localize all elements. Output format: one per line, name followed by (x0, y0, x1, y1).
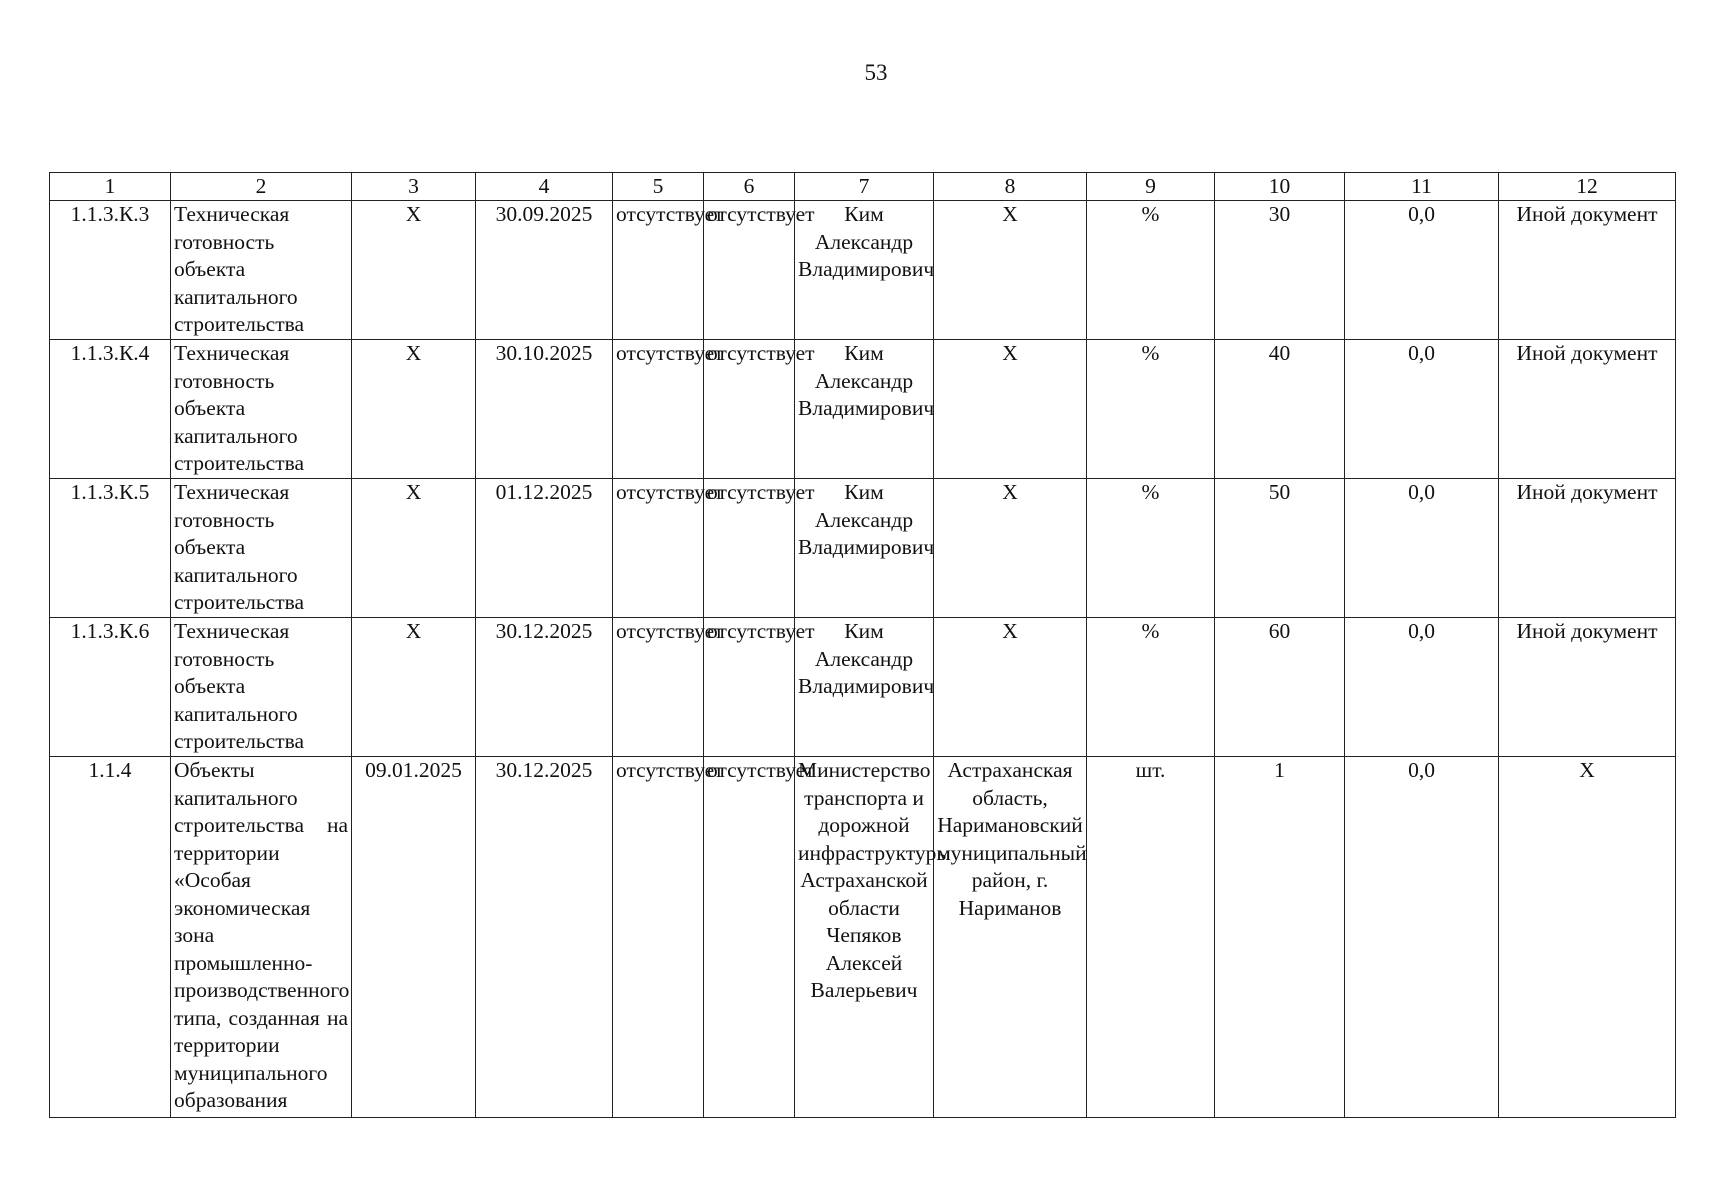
cell-code: 1.1.3.К.3 (50, 201, 171, 340)
column-header: 8 (934, 173, 1087, 201)
cell-col11: 0,0 (1345, 618, 1499, 757)
header-row (50, 173, 1676, 201)
cell-code: 1.1.3.К.5 (50, 479, 171, 618)
cell-end: 30.10.2025 (476, 340, 613, 479)
cell-document: Иной документ (1499, 201, 1676, 340)
cell-value: 30 (1215, 201, 1345, 340)
cell-responsible: Ким Александр Владимирович (795, 340, 934, 479)
cell-responsible: Ким Александр Владимирович (795, 618, 934, 757)
cell-document: Иной документ (1499, 618, 1676, 757)
column-header: 7 (795, 173, 934, 201)
column-header: 11 (1345, 173, 1499, 201)
cell-location: Х (934, 618, 1087, 757)
cell-value: 40 (1215, 340, 1345, 479)
table-row (50, 201, 1676, 340)
cell-responsible: Ким Александр Владимирович (795, 479, 934, 618)
column-header: 10 (1215, 173, 1345, 201)
column-header: 5 (613, 173, 704, 201)
cell-location: Х (934, 479, 1087, 618)
cell-unit: % (1087, 479, 1215, 618)
column-header: 1 (50, 173, 171, 201)
cell-col11: 0,0 (1345, 757, 1499, 1118)
cell-value: 1 (1215, 757, 1345, 1118)
column-header: 6 (704, 173, 795, 201)
column-header: 12 (1499, 173, 1676, 201)
cell-location: Астраханская область, Наримановский муниципальный район, г. Нариманов (934, 757, 1087, 1118)
page-number: 53 (864, 60, 888, 85)
cell-document: Иной документ (1499, 479, 1676, 618)
cell-col6: отсутствует (704, 618, 795, 757)
table-row (50, 618, 1676, 757)
cell-col5: отсутствует (613, 340, 704, 479)
cell-code: 1.1.4 (50, 757, 171, 1118)
cell-unit: % (1087, 618, 1215, 757)
cell-code: 1.1.3.К.6 (50, 618, 171, 757)
cell-end: 30.09.2025 (476, 201, 613, 340)
cell-value: 60 (1215, 618, 1345, 757)
cell-col6: отсутствует (704, 479, 795, 618)
cell-col11: 0,0 (1345, 201, 1499, 340)
cell-col11: 0,0 (1345, 340, 1499, 479)
cell-col5: отсутствует (613, 479, 704, 618)
cell-col5: отсутствует (613, 618, 704, 757)
cell-start: Х (352, 340, 476, 479)
cell-responsible: Министерство транспорта и дорожной инфраструктуры Астраханской области Чепяков Алексей Валерьевич (795, 757, 934, 1118)
cell-responsible: Ким Александр Владимирович (795, 201, 934, 340)
cell-name: Объекты капитального строительства на территории «Особая экономическая зона промышленно-производственного типа, созданная на территории муниципального образования (171, 757, 352, 1118)
column-header: 9 (1087, 173, 1215, 201)
table-row (50, 479, 1676, 618)
cell-end: 30.12.2025 (476, 757, 613, 1118)
cell-col5: отсутствует (613, 201, 704, 340)
cell-start: Х (352, 479, 476, 618)
cell-location: Х (934, 340, 1087, 479)
cell-col5: отсутствует (613, 757, 704, 1118)
cell-code: 1.1.3.К.4 (50, 340, 171, 479)
column-header: 3 (352, 173, 476, 201)
table-row (50, 340, 1676, 479)
cell-name: Техническая готовность объекта капитального строительства (171, 618, 352, 757)
cell-col6: отсутствует (704, 201, 795, 340)
cell-name: Техническая готовность объекта капитального строительства (171, 479, 352, 618)
cell-end: 01.12.2025 (476, 479, 613, 618)
cell-start: 09.01.2025 (352, 757, 476, 1118)
cell-document: Иной документ (1499, 340, 1676, 479)
cell-unit: % (1087, 201, 1215, 340)
column-header: 2 (171, 173, 352, 201)
cell-unit: шт. (1087, 757, 1215, 1118)
data-table (49, 172, 1676, 1118)
cell-name: Техническая готовность объекта капитального строительства (171, 340, 352, 479)
cell-col6: отсутствует (704, 340, 795, 479)
table-row (50, 757, 1676, 1118)
cell-name: Техническая готовность объекта капитального строительства (171, 201, 352, 340)
cell-location: Х (934, 201, 1087, 340)
cell-unit: % (1087, 340, 1215, 479)
cell-col11: 0,0 (1345, 479, 1499, 618)
cell-start: Х (352, 618, 476, 757)
cell-start: Х (352, 201, 476, 340)
cell-end: 30.12.2025 (476, 618, 613, 757)
cell-col6: отсутствует (704, 757, 795, 1118)
cell-value: 50 (1215, 479, 1345, 618)
cell-document: Х (1499, 757, 1676, 1118)
column-header: 4 (476, 173, 613, 201)
